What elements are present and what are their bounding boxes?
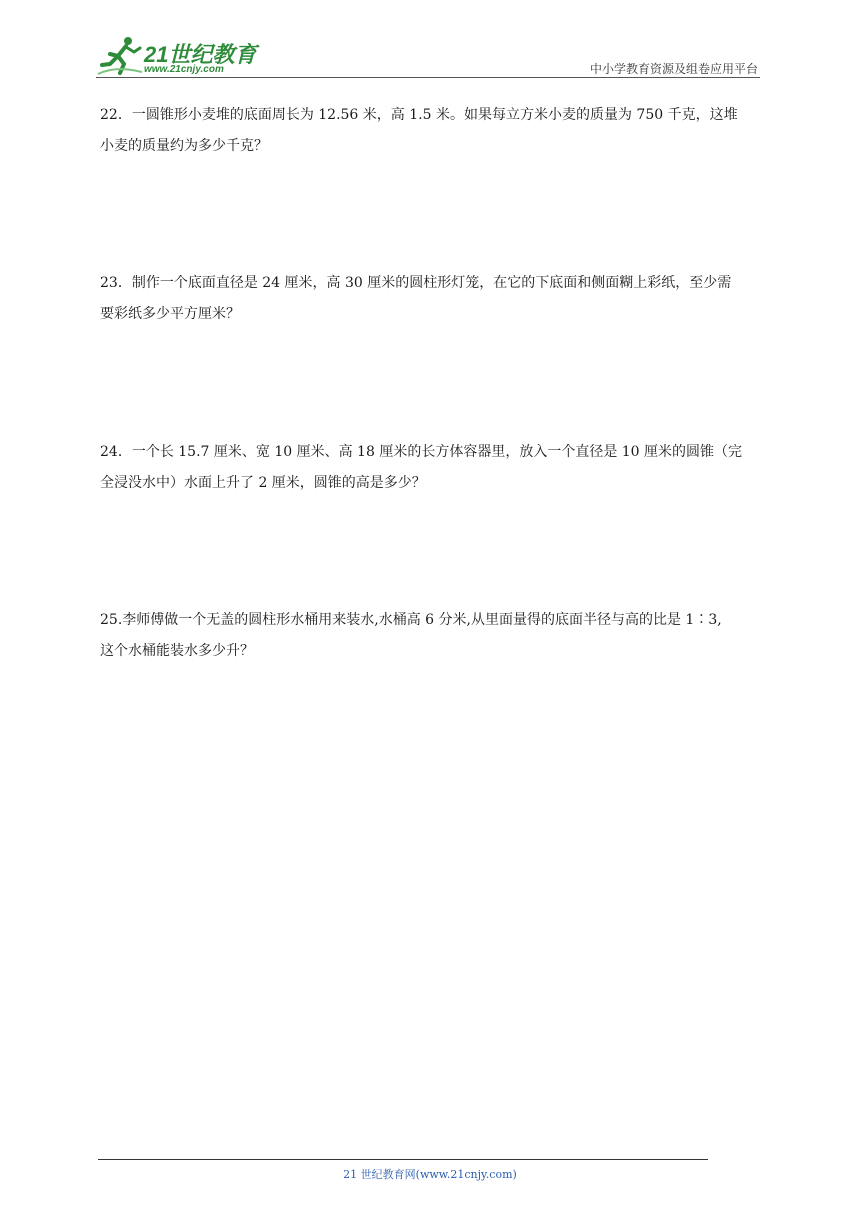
footer-divider [98, 1159, 708, 1160]
question-24-line1: 24．一个长 15.7 厘米、宽 10 厘米、高 18 厘米的长方体容器里，放入一个直径是 10 厘米的圆锥（完 [100, 444, 743, 460]
question-22-line1: 22．一圆锥形小麦堆的底面周长为 12.56 米，高 1.5 米。如果每立方米小麦的质量为 750 千克，这堆 [100, 107, 738, 123]
question-24 [100, 437, 764, 499]
question-25-line1: 25.李师傅做一个无盖的圆柱形水桶用来装水,水桶高 6 分米,从里面量得的底面半径与高的比是 1∶3, [100, 612, 722, 628]
header-divider [96, 77, 760, 78]
page-header [96, 30, 760, 78]
question-24-line2: 全浸没水中）水面上升了 2 厘米，圆锥的高是多少？ [100, 475, 426, 491]
logo-title: 21世纪教育 [144, 42, 257, 67]
site-logo[interactable] [96, 34, 266, 76]
question-22 [100, 100, 764, 162]
site-tagline: 中小学教育资源及组卷应用平台 [589, 62, 758, 76]
question-23 [100, 268, 764, 330]
runner-icon [96, 34, 144, 76]
logo-url: www.21cnjy.com [144, 64, 224, 75]
question-25-line2: 这个水桶能装水多少升？ [100, 643, 254, 659]
footer-link[interactable]: 21 世纪教育网(www.21cnjy.com) [343, 1168, 517, 1181]
question-22-line2: 小麦的质量约为多少千克？ [100, 138, 268, 154]
question-23-line1: 23．制作一个底面直径是 24 厘米，高 30 厘米的圆柱形灯笼，在它的下底面和侧面糊上彩纸，至少需 [100, 275, 732, 291]
question-23-line2: 要彩纸多少平方厘米？ [100, 306, 240, 322]
question-25 [100, 605, 764, 667]
